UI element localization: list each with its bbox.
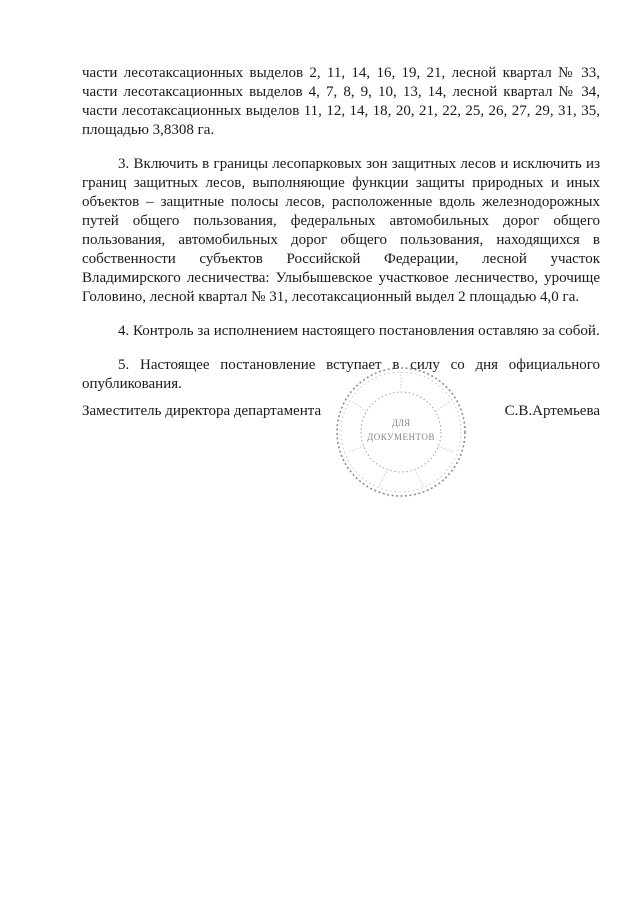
document-body <box>82 64 600 394</box>
signatory-position: Заместитель директора департамента <box>82 403 322 419</box>
stamp-inner-text-2: ДОКУМЕНТОВ <box>367 432 435 442</box>
paragraph-continuation: части лесотаксационных выделов 2, 11, 14, 16, 19, 21, лесной квартал № 33, части лесотаксационных выделов 4, 7, 8, 9, 10, 13, 14, лесной квартал № 34, части лесотаксационных выделов 11, 12, 14, 18, 20, 21, 22, 25, 26, 27, 29, 31, 35, площадью 3,8308 га. <box>82 65 600 138</box>
paragraph-item-3: 3. Включить в границы лесопарковых зон защитных лесов и исключить из границ защитных лесов, выполняющие функции защиты природных и иных объектов – защитные полосы лесов, расположенные вдоль железнодорожных путей общего пользования, федеральных автомобильных дорог общего пользования, автомобильных дорог общего пользования, находящихся в собственности субъектов Российской Федерации, лесной участок Владимирского лесничества: Улыбышевское участковое лесничество, урочище Головино, лесной квартал № 31, лесотаксационный выдел 2 площадью 4,0 га. <box>82 156 600 305</box>
paragraph-item-4: 4. Контроль за исполнением настоящего постановления оставляю за собой. <box>118 323 600 339</box>
stamp-inner-text-1: ДЛЯ <box>391 418 411 428</box>
official-stamp <box>331 362 471 502</box>
paragraph-item-5: 5. Настоящее постановление вступает в силу со дня официального опубликования. <box>82 357 600 392</box>
signatory-name: С.В.Артемьева <box>504 403 600 419</box>
signature-block <box>82 403 600 427</box>
stamp-seal-graphic <box>331 362 471 502</box>
